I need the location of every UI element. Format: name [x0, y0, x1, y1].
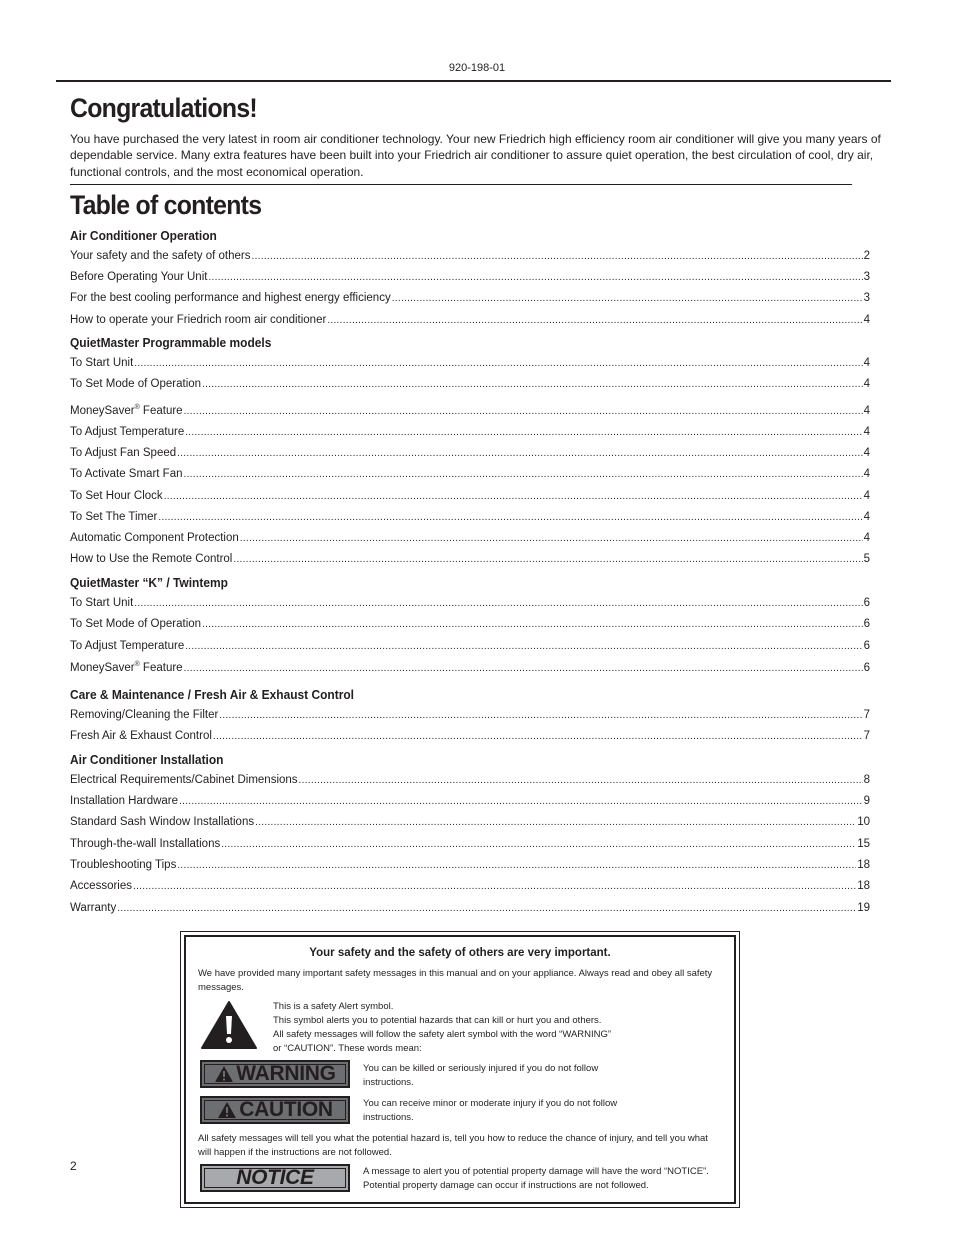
toc-entry-page: 4 [863, 468, 870, 480]
toc-entry[interactable] [70, 271, 870, 286]
toc-entry-page: 3 [863, 271, 870, 283]
toc-entry[interactable] [70, 618, 870, 633]
toc-entry[interactable] [70, 597, 870, 612]
toc-leader-dots [177, 860, 856, 871]
toc-entry[interactable] [70, 532, 870, 547]
toc-entry-label: To Set The Timer [70, 511, 158, 523]
toc-entry-page: 8 [863, 774, 870, 786]
warning-description: You can be killed or seriously injured if you do not follow instructions. [363, 1063, 599, 1088]
toc-section-heading: QuietMaster Programmable models [70, 335, 272, 350]
toc-leader-dots [213, 731, 863, 742]
toc-entry-label: For the best cooling performance and highest energy efficiency [70, 292, 391, 304]
toc-leader-dots [117, 903, 856, 914]
caution-triangle-icon [217, 1101, 237, 1119]
toc-entry-page: 7 [863, 709, 870, 721]
toc-entry-page: 9 [863, 795, 870, 807]
caution-description: You can receive minor or moderate injury if you do not follow instructions. [363, 1098, 618, 1123]
toc-entry-label: To Start Unit [70, 357, 134, 369]
congratulations-heading: Congratulations! [70, 93, 257, 123]
notice-description: A message to alert you of potential property damage will have the word “NOTICE”. Potential property damage can occur if instructions are not followed. [363, 1166, 709, 1191]
toc-entry-page: 4 [863, 314, 870, 326]
toc-entry[interactable] [70, 378, 870, 393]
toc-entry-label: Accessories [70, 880, 132, 892]
toc-entry-label: To Set Hour Clock [70, 490, 163, 502]
notice-signal-word [200, 1164, 350, 1192]
toc-leader-dots [134, 598, 862, 609]
toc-entry-label: MoneySaver® Feature [70, 661, 183, 674]
toc-entry-label: Removing/Cleaning the Filter [70, 709, 219, 721]
toc-leader-dots [202, 619, 863, 630]
toc-entry-page: 3 [863, 292, 870, 304]
toc-entry-label: To Adjust Temperature [70, 640, 185, 652]
toc-entry-page: 4 [863, 404, 870, 417]
warning-signal-word [200, 1060, 350, 1088]
header-rule [56, 80, 891, 82]
toc-leader-dots [177, 448, 862, 459]
toc-entry-label: To Set Mode of Operation [70, 378, 202, 390]
toc-entry[interactable] [70, 468, 870, 483]
toc-entry[interactable] [70, 490, 870, 505]
toc-leader-dots [184, 469, 863, 480]
alert-line: This symbol alerts you to potential hazards that can kill or hurt you and others. [273, 1015, 602, 1026]
toc-entry-label: To Adjust Fan Speed [70, 447, 177, 459]
toc-entry[interactable] [70, 640, 870, 655]
toc-entry[interactable] [70, 250, 870, 265]
toc-entry[interactable] [70, 447, 870, 462]
toc-entry[interactable] [70, 859, 870, 874]
toc-entry-page: 6 [863, 640, 870, 652]
toc-entry-label: Standard Sash Window Installations [70, 816, 255, 828]
toc-entry-label: Your safety and the safety of others [70, 250, 251, 262]
toc-entry-page: 4 [863, 357, 870, 369]
safety-alert-description [273, 1000, 643, 1056]
safety-alert-icon [200, 1000, 258, 1050]
toc-entry[interactable] [70, 292, 870, 307]
toc-entry[interactable] [70, 357, 870, 372]
warning-triangle-icon [214, 1065, 234, 1083]
toc-entry-label: How to operate your Friedrich room air conditioner [70, 314, 327, 326]
toc-entry-page: 4 [863, 447, 870, 459]
toc-entry[interactable] [70, 880, 870, 895]
toc-leader-dots [184, 406, 863, 417]
toc-entry[interactable] [70, 426, 870, 441]
toc-entry[interactable] [70, 774, 870, 789]
toc-section-heading: QuietMaster “K” / Twintemp [70, 575, 228, 590]
alert-line: This is a safety Alert symbol. [273, 1001, 394, 1012]
toc-entry-page: 4 [863, 532, 870, 544]
toc-entry-page: 4 [863, 490, 870, 502]
toc-entry-page: 4 [863, 378, 870, 390]
toc-leader-dots [185, 427, 862, 438]
toc-leader-dots [133, 881, 856, 892]
toc-entry-label: Troubleshooting Tips [70, 859, 177, 871]
caution-label: CAUTION [239, 1098, 333, 1121]
toc-entry-label: To Activate Smart Fan [70, 468, 183, 480]
toc-entry-page: 6 [863, 661, 870, 674]
toc-entry[interactable] [70, 709, 870, 724]
toc-entry-page: 10 [857, 816, 870, 828]
toc-entry-page: 7 [863, 730, 870, 742]
toc-entry[interactable] [70, 511, 870, 526]
toc-entry-page: 18 [857, 880, 870, 892]
toc-entry[interactable] [70, 730, 870, 745]
toc-entry-page: 19 [857, 902, 870, 914]
toc-leader-dots [240, 533, 863, 544]
toc-entry-page: 5 [863, 553, 870, 565]
toc-entry-page: 4 [863, 511, 870, 523]
toc-entry[interactable] [70, 661, 870, 676]
toc-entry-page: 15 [857, 838, 870, 850]
toc-entry[interactable] [70, 404, 870, 419]
toc-entry-label: Electrical Requirements/Cabinet Dimensions [70, 774, 298, 786]
toc-leader-dots [208, 272, 862, 283]
section-divider [70, 184, 852, 185]
toc-entry-label: Automatic Component Protection [70, 532, 239, 544]
toc-entry[interactable] [70, 902, 870, 917]
toc-entry-label: Warranty [70, 902, 117, 914]
toc-entry-page: 2 [863, 250, 870, 262]
table-of-contents-heading: Table of contents [70, 190, 262, 220]
safety-box-intro: We have provided many important safety messages in this manual and on your appliance. Always read and obey all safety messages. [198, 968, 713, 993]
warning-label: WARNING [236, 1062, 336, 1085]
safety-box-inner-border [184, 935, 736, 1204]
toc-leader-dots [158, 512, 862, 523]
toc-leader-dots [185, 641, 862, 652]
document-number: 920-198-01 [448, 62, 506, 74]
toc-entry-label: Installation Hardware [70, 795, 179, 807]
toc-leader-dots [327, 315, 862, 326]
alert-line: or “CAUTION”. These words mean: [273, 1043, 422, 1054]
notice-label: NOTICE [236, 1166, 314, 1189]
toc-section-heading: Air Conditioner Installation [70, 752, 224, 767]
toc-entry[interactable] [70, 816, 870, 831]
safety-box [180, 931, 740, 1208]
toc-entry-label: MoneySaver® Feature [70, 404, 183, 417]
toc-section-heading: Air Conditioner Operation [70, 228, 217, 243]
toc-leader-dots [179, 796, 863, 807]
toc-leader-dots [233, 554, 862, 565]
toc-entry[interactable] [70, 314, 870, 329]
toc-entry-page: 6 [863, 597, 870, 609]
toc-entry-label: To Start Unit [70, 597, 134, 609]
toc-entry-label: Through-the-wall Installations [70, 838, 221, 850]
toc-leader-dots [299, 775, 863, 786]
toc-leader-dots [392, 293, 863, 304]
toc-leader-dots [134, 358, 862, 369]
alert-line: All safety messages will follow the safety alert symbol with the word “WARNING” [273, 1029, 612, 1040]
toc-leader-dots [184, 663, 863, 674]
toc-entry[interactable] [70, 553, 870, 568]
toc-entry-label: Before Operating Your Unit [70, 271, 208, 283]
toc-entry-page: 18 [857, 859, 870, 871]
toc-entry-page: 6 [863, 618, 870, 630]
toc-leader-dots [252, 251, 863, 262]
toc-entry-label: How to Use the Remote Control [70, 553, 233, 565]
toc-entry-page: 4 [863, 426, 870, 438]
toc-entry-label: Fresh Air & Exhaust Control [70, 730, 212, 742]
safety-messages-explanation: All safety messages will tell you what the potential hazard is, tell you how to reduce the chance of injury, and tell you what will happen if the instructions are not followed. [198, 1133, 708, 1158]
toc-leader-dots [219, 710, 862, 721]
toc-leader-dots [221, 839, 856, 850]
toc-leader-dots [164, 491, 863, 502]
toc-entry-label: To Adjust Temperature [70, 426, 185, 438]
toc-leader-dots [255, 817, 856, 828]
toc-section-heading: Care & Maintenance / Fresh Air & Exhaust Control [70, 687, 355, 702]
caution-signal-word [200, 1096, 350, 1124]
toc-entry[interactable] [70, 795, 870, 810]
toc-entry-label: To Set Mode of Operation [70, 618, 202, 630]
page-number: 2 [70, 1159, 77, 1173]
toc-entry[interactable] [70, 838, 870, 853]
safety-box-title: Your safety and the safety of others are very important. [309, 947, 611, 959]
toc-leader-dots [202, 379, 863, 390]
congratulations-body: You have purchased the very latest in room air conditioner technology. Your new Friedrich high efficiency room air conditioner will give you many years of dependable service. Many extra features have been built into your Friedrich air conditioner to assure quiet operation, the best circulation of cool, dry air, functional controls, and the most economical operation. [70, 132, 881, 179]
